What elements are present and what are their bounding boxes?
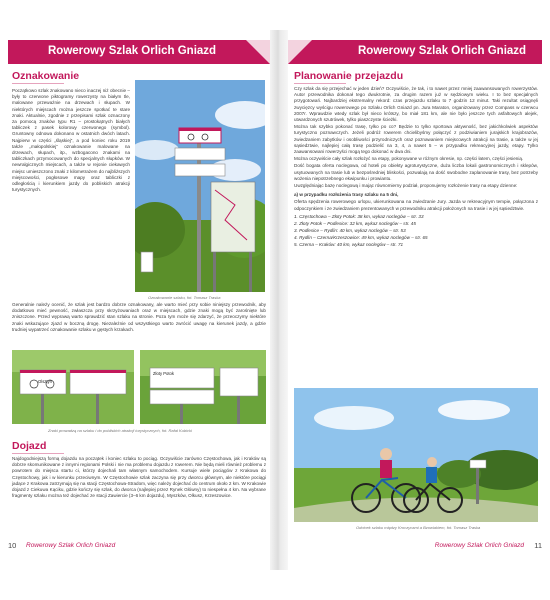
dojazd-text	[12, 456, 266, 500]
stage-item: 5. Czerna – Kraków: 40 km, wykaz noclegów – str. 71	[294, 241, 404, 247]
planowanie-paragraph-2: Można tak szybko pokonać trasę, tylko po co? Będzie to tylko sportowa aktywność, bez jakichkolwiek aspektów turystyczno poznawczych. Jeżeli podróż rowerem chcielibyśmy połączyć z podziwianiem jurajskich krajobrazów, zwiedzaniem zabytków i osobliwości przyrodniczych oraz poznawaniem miejscowych atrakcji na trasie, a także w jej sąsiedztwie, najlepiej całą trasę podzielić na 3, 4, a nawet 5 – w przypadku rekreacyjnej jazdy, etapy. Tylko zaawansowani rowerzyści mogą tego dokonać w dwa dni.	[294, 124, 538, 155]
cyclists-photo	[294, 388, 538, 522]
header-corner-accent	[288, 40, 312, 64]
oznakowanie-paragraph-1: Początkowo szlak znakowano nieco inaczej niż obecnie – były to czerwone piktogramy rowerzysty na białym tle, malowane przeważnie na drzewach i słupach. W niektórych miejscach można jeszcze spotkać te stare znaki. Aktualnie, zgodnie z przepisami szlak oznaczony za pomocą znaków typu R1 – prostokątnych białych tabliczek z pasek kolorowy czerwonego (symbol). Gruntowny odnowa dokonano w ostatnich dwóch latach. Najpierw w części „śląskiej”, a pod koniec roku 2019 także „małopolskiej” oznakowanie malowane na drzewach, słupach, itp., wzbogacono znakami na tabliczkach przymocowanych do specjalnych słupków. W newralgicznych miejscach, a także w rejonie ciekawych miejsc umieszczono znaki z kilometrażem do najbliższych miejscowości, pogłosowe mapy oraz tabliczki z odległością i kierunkiem jazdy do pobliskich atrakcji turystycznych.	[12, 88, 130, 193]
dojazd-paragraph-1: Najdogodniejszą formą dojazdu na początek i koniec szlaku to pociąg. Oczywiście zarówno Częstochowa, jak i Kraków są dobrze skomunikowane z innymi regionami Polski i nie ma problemu dojazdu z rowerem. Nie będą mieli również problemu z powrotem do miejsca startu ci, którzy dojechali tam własnym samochodem. Kursuje wiele pociągów z Krakowa do Częstochowy, jak i w kierunku przeciwnym. W Częstochowie szlak zaczyna się przy dworcu głównym, ale niektóre pociągi jadące z Krakowa zatrzymują się na stacji Częstochowa-Stradom, więc należy dojechać do centrum około 2 km. W Krakowie dojazd z Ciekuwa Kąciku, gdzie kończy się szlak, do dworca (najlepiej przez Rynek Główny) to niespełna 4 km. Na wybrane fragmenty szlaku można też dojechać ze stacji Zawiercie (3–6 km dojazdu), Myszków, Olkusz, Krzeszowice.	[12, 456, 266, 499]
planowanie-paragraph-3: Można oczywiście cały szlak rozłożyć na etapy, pokonywane w różnym okresie, np. części łatem, części jesienią.	[294, 156, 524, 162]
page-header	[8, 40, 270, 64]
cyclists-photo-caption: Odcinek szlaku między Kroczycami a Bzowiakiem, fot. Tomasz Traska	[356, 525, 481, 530]
stage-item: 4. Rydlin – Czerna/Krzeszowice: 49 km, wykaz noclegów – str. 65	[294, 234, 428, 240]
header-corner-accent	[246, 40, 270, 64]
planowanie-paragraph-4: Dość bogata oferta noclegowa, od hoteli po obiekty agroturystyczne, duża liczba lokali gastronomicznych i sklepów, usytuowanych na trasie lub w bezpośredniej bliskości, pozwalają na dość swobodne zaplanowanie trasy, bez potrzeby wożenia niepotrzebnego ekwipunku i prowiantu.	[294, 163, 538, 181]
page-number: 11	[534, 541, 542, 550]
page-header-title: Rowerowy Szlak Orlich Gniazd	[358, 45, 527, 57]
right-page	[288, 40, 542, 555]
stages-intro-bold: a) w przypadku rozłożenia trasy szlaku na 5 dni,	[294, 192, 399, 198]
stages-intro	[294, 192, 538, 198]
page-footer-title: Rowerowy Szlak Orlich Gniazd	[26, 542, 116, 549]
left-page	[8, 40, 270, 555]
oznakowanie-paragraph-2: Generalnie należy ocenić, że szlak jest bardzo dobrze oznakowany, ale warto mieć przy sobie niniejszy przewodnik, aby dodatkowo mieć pewność, zwłaszcza przy skrzyżowaniach oraz w miejscach, gdzie znaki mogą być zarośnięte lub zniszczone. Przed wyprawą warto sprawdzić stan szlaku na stronie. Poza tym może się zdarzyć, że przeoczymy niektóre znaki wskazujące zjazd w boczną drogę. Niezależnie od wszystkiego warto zwrócić uwagę na kierunek jazdy, a gdzie trudniej wypatrzeć oznakowanie szlaku w gęstych krzakach.	[12, 302, 266, 332]
section-heading-planowanie: Planowanie przejazdu	[294, 70, 404, 82]
planowanie-paragraph-1: Czy szlak da się przejechać w jeden dzień? Oczywiście, że tak, i to nawet przez mniej zaawansowanych rowerzystów. Autor przewodnika dokonał tego dwukrotnie, za drugim razem już w sędziowym wieku. I to bez specjalnych przygotowań. Najbardziej ekstremalny rekord: czas przejazdu szlaku to 7 godzin 12 minut. Taki rezultat osiągnęli zwycięzcy wyścigu rowerowego po Szlaku Orlich Gniazd pn. Jura Maraton, organizowany przez Compass w czerwcu 2007r. Wprawdzie wtedy szlak był nieco krótszy, bo miał 181 km, ale nie było jeszcze tych asfaltowych alejek, utwardzonych szutrówek, tylko piaszczyste ścieżki.	[294, 86, 538, 123]
section-heading-dojazd: Dojazd	[12, 440, 64, 454]
cyclists-illustration	[294, 388, 538, 522]
stages-intro-text: Oferta spędzenia rowerowego urlopu, ukierunkowana na zwiedzanie Jury. Jazda w rekreacyjnym tempie, połączona z odpoczynkiem i ze zwiedzaniem prezentowanych w przewodniku atrakcji położonych na trasie i w jej sąsiedztwie.	[294, 199, 538, 211]
stage-item: 3. Podlesice – Rydlin: 40 km, wykaz noclegów – str. 53	[294, 227, 406, 233]
oznakowanie-text-full	[12, 302, 266, 334]
signboard-photo-right	[140, 350, 266, 424]
sign-photo-caption: Oznakowanie szlaku, fot. Tomasz Traska	[148, 295, 221, 300]
stages-list	[294, 213, 538, 248]
sign-label-zloty-potok: Złoty Potok	[153, 371, 174, 376]
sign-post-photo	[135, 80, 265, 292]
signboard-illustration-right	[140, 350, 266, 424]
oznakowanie-text-column	[12, 88, 130, 194]
sign-post-illustration	[135, 80, 265, 292]
page-header-title: Rowerowy Szlak Orlich Gniazd	[48, 45, 217, 57]
sign-label-olsztyn: Olsztyn	[38, 379, 52, 384]
stage-item: 1. Częstochowa – Złoty Potok: 38 km, wykaz noclegów – str. 33	[294, 213, 424, 219]
signboard-photo-caption: Znaki prowadzą na szlaku i do pobliskich atrakcji turystycznych, fot. Rafał Kubicki	[48, 428, 192, 433]
signboard-illustration-left	[12, 350, 134, 424]
book-spine	[270, 30, 288, 570]
planowanie-text	[294, 86, 538, 248]
stage-item: 2. Złoty Potok – Podlesice: 32 km, wykaz noclegów – str. 45	[294, 220, 416, 226]
page-header	[288, 40, 542, 64]
section-heading-oznakowanie: Oznakowanie	[12, 70, 80, 82]
signboard-photo-left	[12, 350, 134, 424]
planowanie-paragraph-5: Uwzględniając bazę noclegową i mając równomierny podział, proponujemy rozłożenie trasy na etapy dzienne:	[294, 183, 518, 189]
page-footer-title: Rowerowy Szlak Orlich Gniazd	[434, 542, 524, 549]
page-number: 10	[8, 541, 17, 550]
